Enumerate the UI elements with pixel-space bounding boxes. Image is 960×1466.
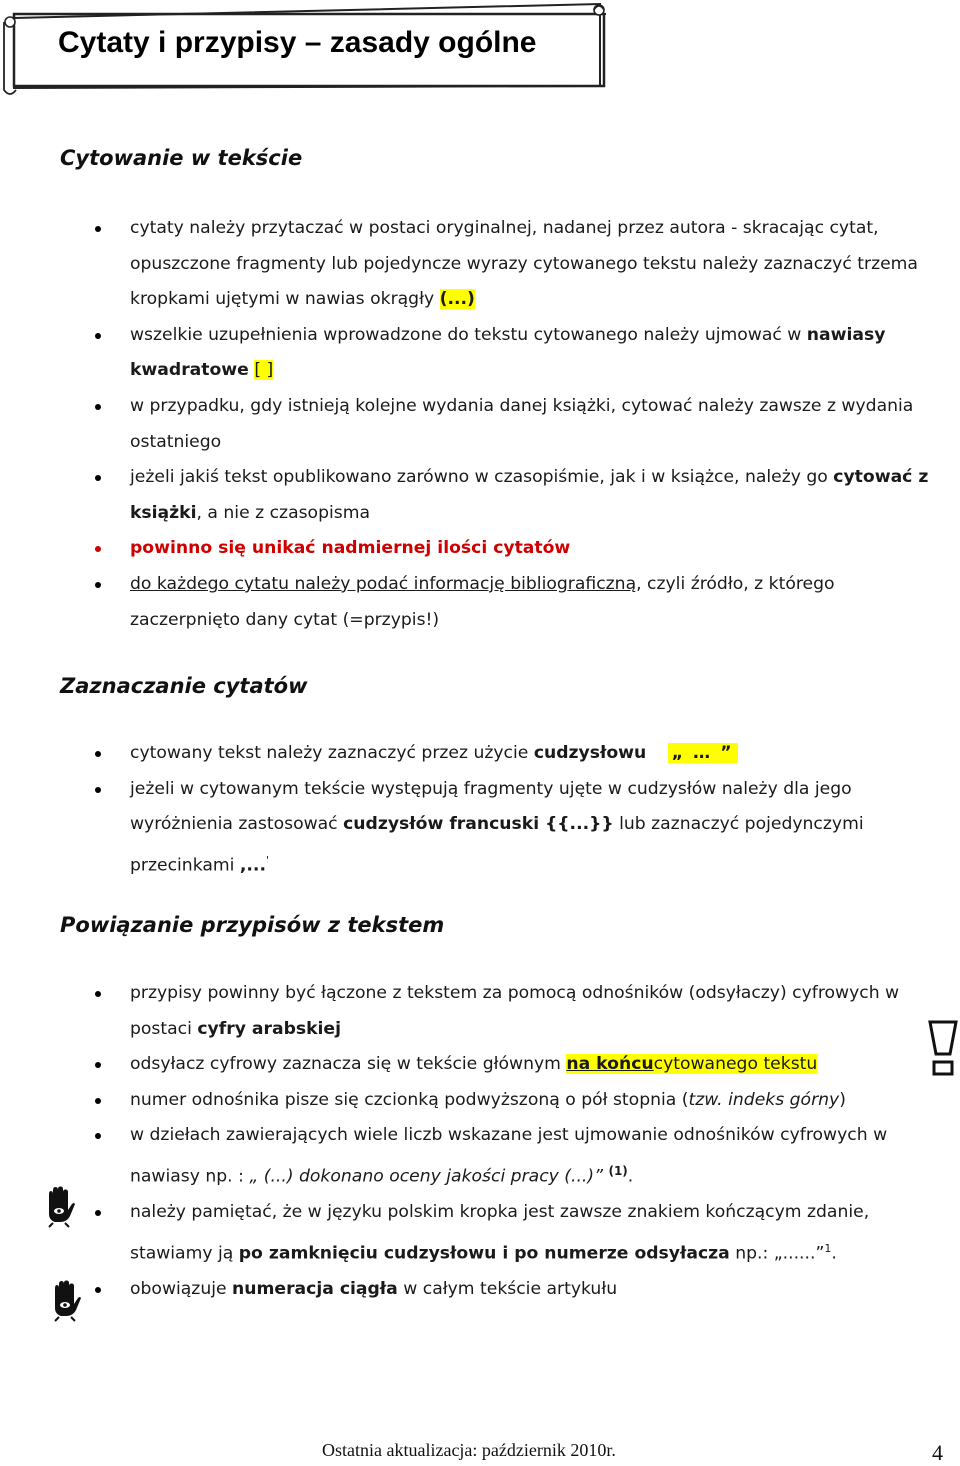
list-item: obowiązuje numeracja ciągła w całym tekście artykułu [0, 1272, 930, 1308]
list-item: numer odnośnika pisze się czcionką podwyższoną o pół stopnia (tzw. indeks górny) [0, 1083, 930, 1119]
ellipsis-brackets-example: (...) [439, 289, 475, 310]
pointing-hand-icon [42, 1186, 76, 1228]
list-item: cytowany tekst należy zaznaczyć przez użycie cudzysłowu „ … ” [0, 736, 930, 772]
attention-icon [926, 1020, 960, 1078]
list-item: do każdego cytatu należy podać informację bibliograficzną, czyli źródło, z którego zaczerpnięto dany cytat (=przypis!) [0, 567, 930, 638]
bullet-list-zaznaczanie [0, 736, 930, 884]
list-item: w przypadku, gdy istnieją kolejne wydania danej książki, cytować należy zawsze z wydania ostatniego [0, 389, 930, 460]
list-item: powinno się unikać nadmiernej ilości cytatów [0, 531, 930, 567]
square-brackets-example: [ ] [254, 360, 274, 381]
list-item: w dziełach zawierających wiele liczb wskazane jest ujmowanie odnośników cyfrowych w nawiasy np. : „ (...) dokonano oceny jakości pracy (...)” $^{(1)}$. [0, 1118, 930, 1195]
pointing-hand-icon [48, 1280, 82, 1322]
bullet-list-powiazanie [0, 976, 930, 1308]
list-item: cytaty należy przytaczać w postaci oryginalnej, nadanej przez autora - skracając cytat, opuszczone fragmenty lub pojedyncze wyrazy cytowanego tekstu należy zaznaczyć trzema kropkami ujętymi w nawias okrągły (...) [0, 211, 930, 318]
page-number: 4 [932, 1440, 943, 1465]
list-item: odsyłacz cyfrowy zaznacza się w tekście głównym na końcucytowanego tekstu [0, 1047, 930, 1083]
list-item: wszelkie uzupełnienia wprowadzone do tekstu cytowanego należy ujmować w nawiasy kwadratowe [ ] [0, 318, 930, 389]
list-item: jeżeli w cytowanym tekście występują fragmenty ujęte w cudzysłów należy dla jego wyróżnienia zastosować cudzysłów francuski {{...}} lub zaznaczyć pojedynczymi przecinkami ,...' [0, 772, 930, 885]
bullet-list-cytowanie [0, 211, 930, 638]
section-heading-zaznaczanie: Zaznaczanie cytatów [60, 674, 308, 698]
list-item: należy pamiętać, że w języku polskim kropka jest zawsze znakiem kończącym zdanie, stawiamy ją po zamknięciu cudzysłowu i po numerze odsyłacza np.: „......”$^1$. [0, 1195, 930, 1272]
section-heading-powiazanie: Powiązanie przypisów z tekstem [60, 913, 445, 937]
footer-last-updated: Ostatnia aktualizacja: październik 2010r. [322, 1440, 616, 1460]
page-title: Cytaty i przypisy – zasady ogólne [58, 26, 537, 59]
list-item: przypisy powinny być łączone z tekstem za pomocą odnośników (odsyłaczy) cyfrowych w postaci cyfry arabskiej [0, 976, 930, 1047]
list-item: jeżeli jakiś tekst opublikowano zarówno w czasopiśmie, jak i w książce, należy go cytować z książki, a nie z czasopisma [0, 460, 930, 531]
section-heading-cytowanie: Cytowanie w tekście [60, 146, 303, 170]
quotation-marks-example: „ … ” [668, 743, 738, 763]
end-of-quote-highlight: na końcu [566, 1054, 654, 1075]
